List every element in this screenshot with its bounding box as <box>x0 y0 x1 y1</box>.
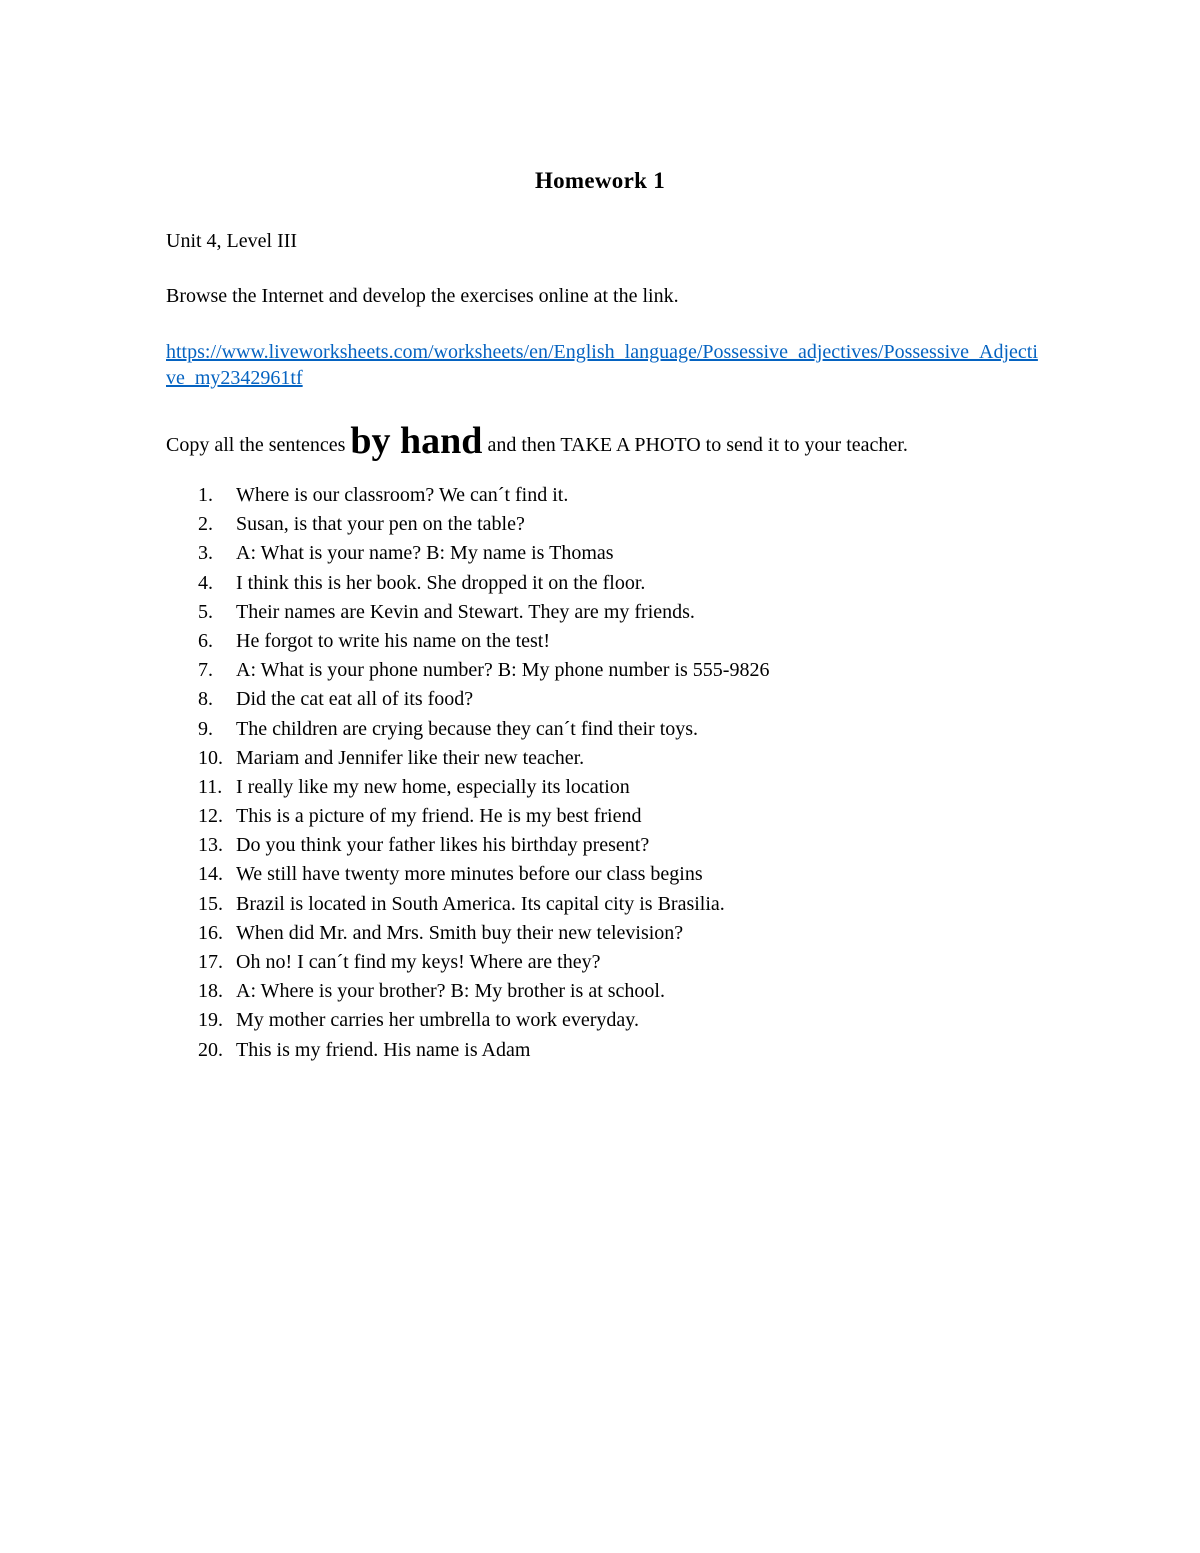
list-item-text: The children are crying because they can´t find their toys. <box>236 717 699 740</box>
list-item-number: 15. <box>198 892 223 915</box>
list-item-number: 7. <box>198 659 213 682</box>
list-item-text: Mariam and Jennifer like their new teacher. <box>236 746 585 769</box>
list-item <box>198 802 769 831</box>
list-item-text: Susan, is that your pen on the table? <box>236 513 525 536</box>
list-item-number: 4. <box>198 571 213 594</box>
list-item-number: 9. <box>198 717 213 740</box>
list-item-number: 5. <box>198 600 213 623</box>
list-item-number: 3. <box>198 542 213 565</box>
instruction-text: Browse the Internet and develop the exercises online at the link. <box>166 285 679 307</box>
list-item <box>198 977 769 1006</box>
list-item <box>198 539 769 568</box>
list-item <box>198 685 769 714</box>
list-item-number: 6. <box>198 629 213 652</box>
list-item-text: He forgot to write his name on the test! <box>236 629 551 652</box>
list-item-number: 10. <box>198 746 223 769</box>
worksheet-link[interactable]: https://www.liveworksheets.com/worksheets/en/English_language/Possessive_adjectives/Possessive_Adjective_my2342961tf <box>166 341 1038 389</box>
list-item-number: 13. <box>198 834 223 857</box>
page-title: Homework 1 <box>534 168 666 193</box>
list-item <box>198 656 769 685</box>
list-item-text: A: What is your phone number? B: My phone number is 555-9826 <box>236 659 770 682</box>
list-item-text: Oh no! I can´t find my keys! Where are they? <box>236 951 601 973</box>
list-item <box>198 598 769 627</box>
list-item-text: Do you think your father likes his birthday present? <box>236 834 650 857</box>
list-item <box>198 890 769 919</box>
list-item-number: 12. <box>198 805 223 828</box>
copy-instruction-emphasis: by hand <box>350 420 483 462</box>
list-item <box>198 1006 769 1035</box>
list-item <box>198 919 769 948</box>
list-item-number: 18. <box>198 980 223 1003</box>
list-item-text: Their names are Kevin and Stewart. They are my friends. <box>236 600 695 623</box>
list-item <box>198 510 769 539</box>
list-item-text: This is a picture of my friend. He is my best friend <box>236 805 642 828</box>
list-item <box>198 948 769 977</box>
list-item-number: 1. <box>198 484 213 506</box>
list-item <box>198 569 769 598</box>
list-item-number: 14. <box>198 863 223 886</box>
list-item <box>198 481 769 510</box>
list-item-number: 16. <box>198 921 223 944</box>
copy-instruction-before: Copy all the sentences <box>166 434 351 456</box>
list-item <box>198 860 769 889</box>
list-item-number: 17. <box>198 951 223 973</box>
list-item-text: I really like my new home, especially its location <box>236 775 630 798</box>
list-item-text: Brazil is located in South America. Its capital city is Brasilia. <box>236 892 725 915</box>
list-item <box>198 1036 769 1065</box>
list-item-number: 20. <box>198 1038 223 1061</box>
list-item-number: 8. <box>198 688 213 711</box>
link-paragraph <box>166 339 1046 391</box>
list-item-text: My mother carries her umbrella to work everyday. <box>236 1009 639 1032</box>
list-item-number: 11. <box>198 775 223 798</box>
list-item-number: 2. <box>198 513 213 536</box>
list-item-text: When did Mr. and Mrs. Smith buy their new television? <box>236 921 684 944</box>
list-item-text: A: What is your name? B: My name is Thomas <box>236 542 614 565</box>
list-item-text: Where is our classroom? We can´t find it. <box>236 484 569 506</box>
list-item-text: This is my friend. His name is Adam <box>236 1038 531 1061</box>
copy-instruction-after: and then TAKE A PHOTO to send it to your teacher. <box>482 434 908 456</box>
list-item <box>198 773 769 802</box>
list-item-number: 19. <box>198 1009 223 1032</box>
list-item <box>198 831 769 860</box>
list-item-text: We still have twenty more minutes before our class begins <box>236 863 703 886</box>
list-item <box>198 715 769 744</box>
unit-level-line: Unit 4, Level III <box>166 230 298 252</box>
sentence-list <box>198 481 769 1065</box>
list-item <box>198 627 769 656</box>
list-item-text: Did the cat eat all of its food? <box>236 688 474 711</box>
list-item-text: A: Where is your brother? B: My brother is at school. <box>236 980 665 1003</box>
list-item <box>198 744 769 773</box>
copy-instruction <box>166 420 908 462</box>
list-item-text: I think this is her book. She dropped it on the floor. <box>236 571 646 594</box>
